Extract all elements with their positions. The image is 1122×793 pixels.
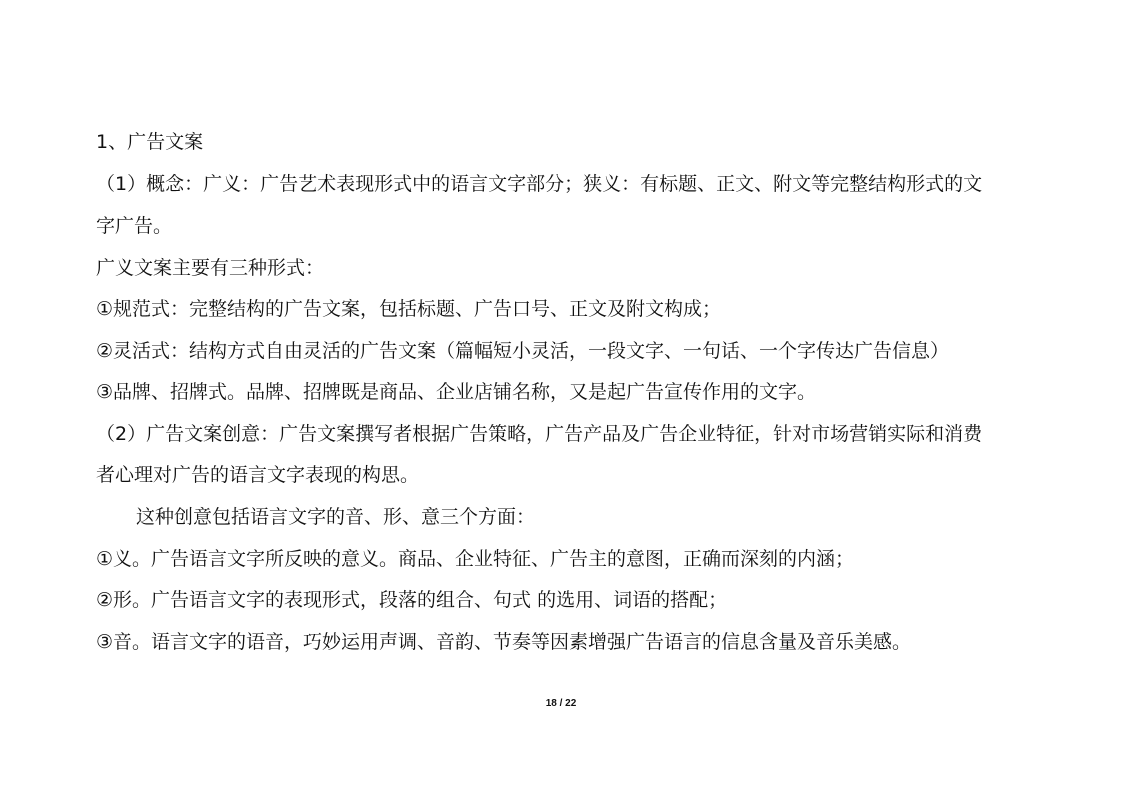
- page-number: 18 / 22: [545, 698, 577, 709]
- paragraph-aspect-sound: ③音。语言文字的语音，巧妙运用声调、音韵、节奏等因素增强广告语言的信息含量及音乐美感。: [96, 631, 912, 653]
- paragraph-form-brand: ③品牌、招牌式。品牌、招牌既是商品、企业店铺名称，又是起广告宣传作用的文字。: [96, 381, 817, 403]
- paragraph-concept-line-1: （1）概念：广义：广告艺术表现形式中的语言文字部分；狭义：有标题、正文、附文等完整结构形式的文: [96, 173, 983, 195]
- paragraph-aspect-form: ②形。广告语言文字的表现形式，段落的组合、句式 的选用、词语的搭配；: [96, 589, 728, 611]
- paragraph-creative-aspects: 这种创意包括语言文字的音、形、意三个方面：: [136, 506, 536, 528]
- section-heading: 1、广告文案: [96, 131, 204, 153]
- paragraph-creative-line-1: （2）广告文案创意：广告文案撰写者根据广告策略，广告产品及广告企业特征，针对市场营销实际和消费: [96, 423, 983, 445]
- paragraph-creative-line-2: 者心理对广告的语言文字表现的构思。: [96, 464, 420, 486]
- paragraph-forms-intro: 广义文案主要有三种形式：: [96, 257, 325, 279]
- paragraph-form-flexible: ②灵活式：结构方式自由灵活的广告文案（篇幅短小灵活，一段文字、一句话、一个字传达广告信息）: [96, 340, 950, 362]
- paragraph-aspect-meaning: ①义。广告语言文字所反映的意义。商品、企业特征、广告主的意图，正确而深刻的内涵；: [96, 548, 855, 570]
- paragraph-concept-line-2: 字广告。: [96, 215, 173, 237]
- paragraph-form-standard: ①规范式：完整结构的广告文案，包括标题、广告口号、正文及附文构成；: [96, 298, 722, 320]
